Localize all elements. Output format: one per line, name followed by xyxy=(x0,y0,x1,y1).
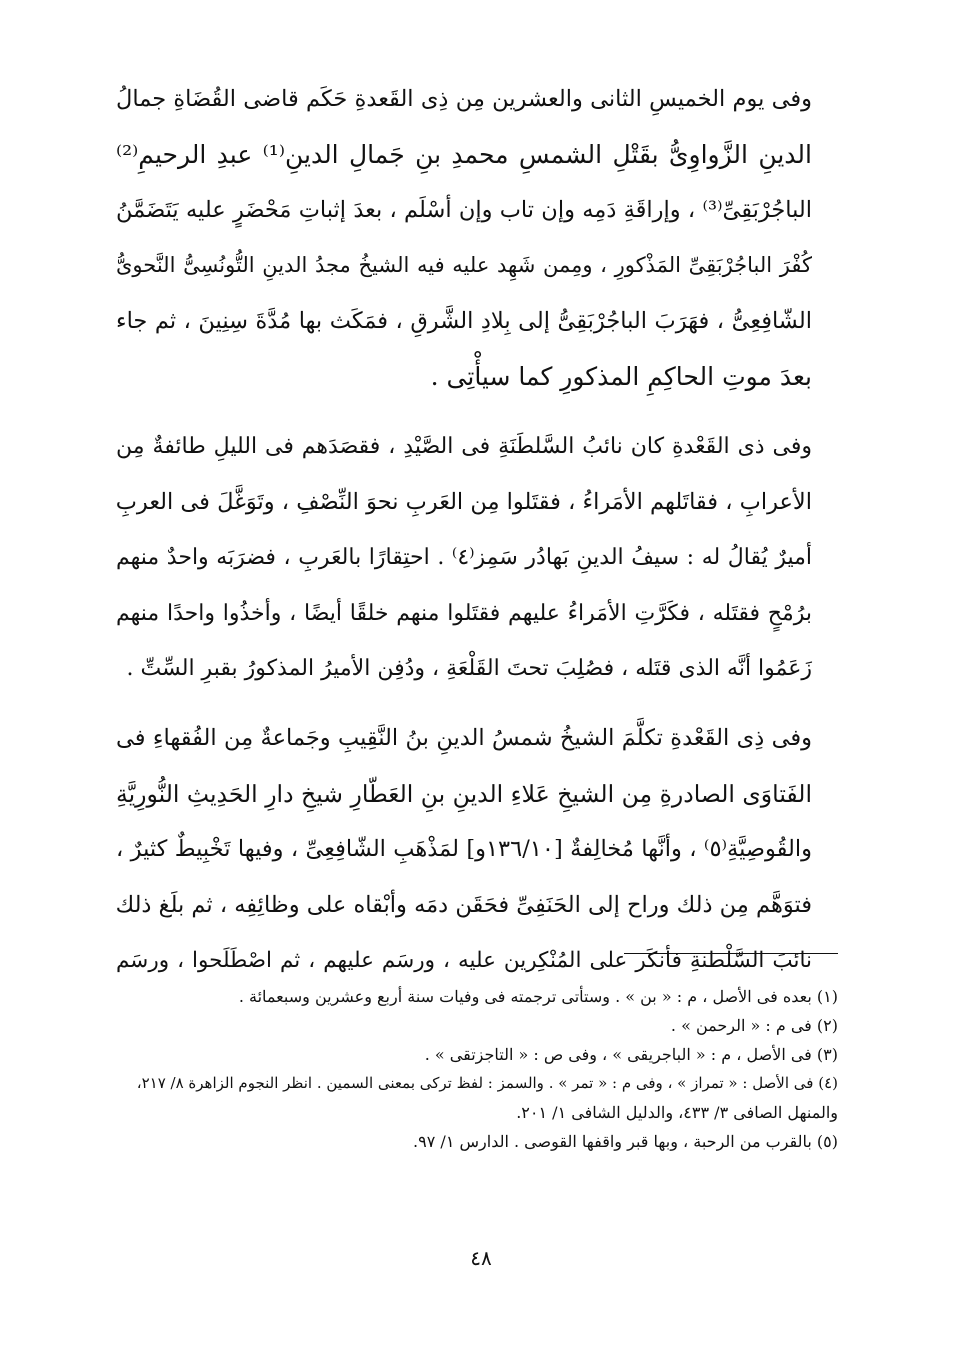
text-line: الباجُرْبَقِىِّ⁽³⁾ ، وإراقَةِ دَمِه وإن تاب وإن أسْلَم ، بعدَ إثباتِ مَحْضَرٍ عليه يَتَضَمَّنُ xyxy=(116,196,812,223)
text-line: وفى يوم الخميسِ الثانى والعشرين مِن ذِى القَعدةِ حَكَم قاضى القُضَاةِ جمالُ xyxy=(116,86,812,112)
page-number: ٤٨ xyxy=(470,1246,492,1270)
text-line: وفى ذِى القَعْدةِ تكلَّمَ الشيخُ شمسُ الدينِ بنُ النَّقِيبِ وجَماعةٌ مِن الفُقهاءِ فى xyxy=(116,725,812,752)
footnote-divider xyxy=(624,953,838,954)
paragraph-2 xyxy=(116,419,838,696)
text-line: أميرٌ يُقالُ له : سيفُ الدينِ بَهادُر سَمِز⁽٤⁾ . احتِقارًا بالعَربِ ، فضرَبَه واحدٌ منهم xyxy=(116,545,812,571)
text-line: نائبَ السَّلْطنةِ فأنكَر على المُنْكِرين عليه ، ورسَم عليهم ، ثم اصْطَلَحوا ، ورسَم xyxy=(116,948,812,974)
text-line: وفى ذى القَعْدةِ كان نائبُ السَّلطَنَةِ فى الصَّيْدِ ، فقصَدَهم فى الليلِ طائفةٌ مِن xyxy=(116,434,812,460)
text-line: زَعَمُوا أنَّه الذى قتَله ، فصُلِبَ تحتَ القَلْعَةِ ، ودُفِن الأميرُ المذكورُ بقبرِ السِّتِّ . xyxy=(126,656,812,682)
text-line: الدينِ الزَّواوِىُّ بقَتْلِ الشمسِ محمدِ بنِ جَمالِ الدينِ⁽¹⁾ عبدِ الرحيمِ⁽²⁾ xyxy=(116,140,812,170)
footnotes xyxy=(116,982,838,1156)
text-line: فتوَهَّم مِن ذلك وراح إلى الحَنَفِىِّ فحَقَن دمَه وأبْقاه على وظائِفِه ، ثم بلَغ ذلك xyxy=(115,891,812,918)
footnote-1: (١) بعده فى الأصل ، م : « بن » . وستأتى ترجمته فى وفيات سنة أربع وعشرين وسبعمائة . xyxy=(238,987,838,1006)
text-line: الشّافِعِىُّ ، فهَرَبَ الباجُرْبَقِىُّ إلى بِلادِ الشَّرقِ ، فمَكَث بها مُدَّةَ سِنِينَ ، ثم جاء xyxy=(116,307,812,334)
footnote-5: (٥) بالقرب من الرحبة ، وبها قبر واقفها القوصى . الدارس ١/ ٩٧. xyxy=(413,1132,838,1151)
text-line: برُمْحٍ فقتَله ، فكَرَّتِ الأمَراءُ عليهم فقتَلوا منهم خلقًا أيضًا ، وأخذُوا واحدًا منهم xyxy=(116,600,812,626)
text-line: بعدَ موتِ الحاكِمِ المذكورِ كما سيأْتِى . xyxy=(430,362,812,392)
footnote-3: (٣) فى الأصل ، م : « الباجريقى » ، وفى ص : « التاجزتقى » . xyxy=(424,1045,838,1064)
paragraph-1 xyxy=(116,72,838,404)
main-text xyxy=(116,72,838,989)
footnote-4-continued: والمنهل الصافى ٣/ ٤٣٣، والدليل الشافى ١/ ٢٠١. xyxy=(516,1103,838,1122)
text-line: الأعرابِ ، فقاتَلهم الأمَراءُ ، فقتَلوا مِن العَربِ نحوَ النِّصْفِ ، وتَوَغَّلَ فى العربِ xyxy=(115,488,812,515)
paragraph-3 xyxy=(116,711,838,988)
text-line: والقُوصِيَّةِ⁽٥⁾ ، وأنَّها مُخالِفةٌ [١٣٦/١٠و] لمَذْهَبِ الشّافِعِىِّ ، وفيها تَخْبِيطٌ كثيرٌ ، xyxy=(116,836,812,863)
text-line: كُفْرَ الباجُرْبَقِىِّ المَذْكورِ ، ومِمن شَهِد عليه فيه الشيخُ مجدُ الدينِ التُّونُسِىُّ النَّحوىُّ xyxy=(116,253,812,278)
footnote-4: (٤) فى الأصل : « تمراز » ، وفى م : « تمر » . والسمز : لفظ تركى بمعنى السمين . انظر النجوم الزاهرة ٨/ ٢١٧، xyxy=(136,1074,838,1092)
footnote-2: (٢) فى م : « الرحمن » . xyxy=(670,1016,838,1035)
text-line: الفَتاوَى الصادرةِ مِن الشيخِ عَلاءِ الدينِ بنِ العَطّارِ شيخِ دارِ الحَدِيثِ النُّورِيَّةِ xyxy=(116,779,812,808)
